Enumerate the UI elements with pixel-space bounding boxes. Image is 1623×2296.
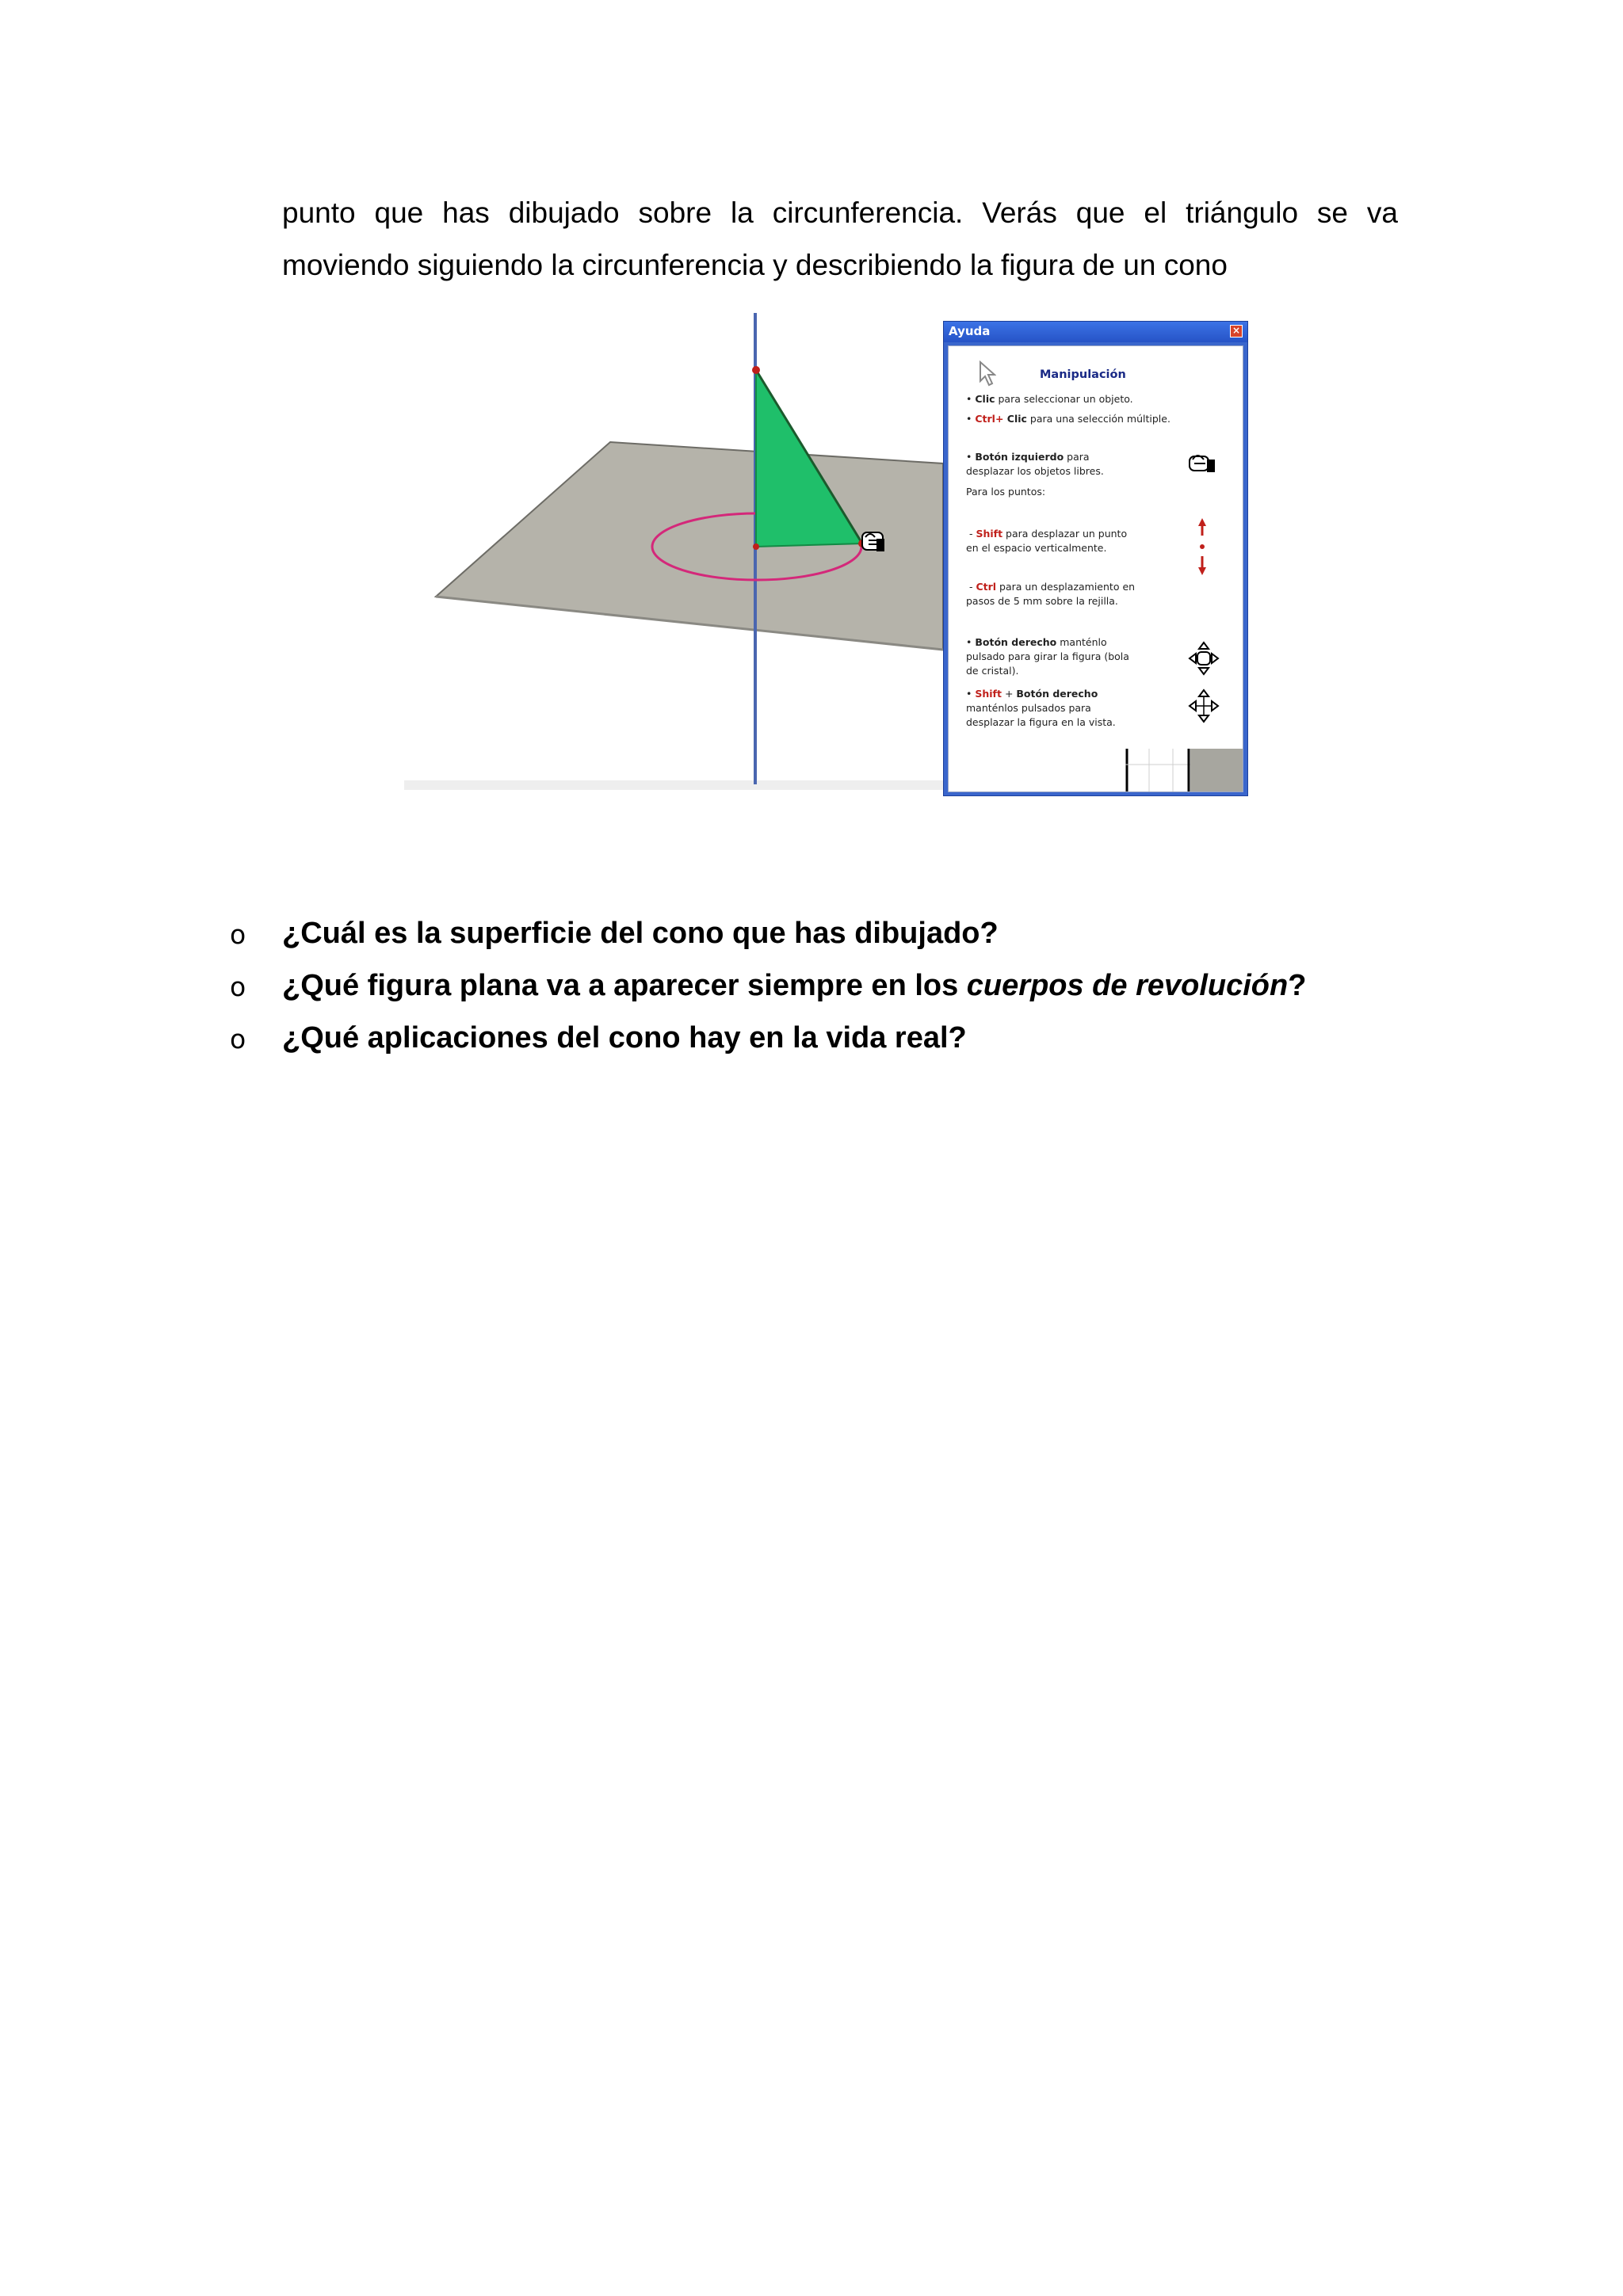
- rotate-icon: [1186, 639, 1221, 677]
- shift-key: Shift: [976, 528, 1003, 540]
- bullet-icon: o: [230, 971, 246, 1002]
- help-line-ctrl-grid: - Ctrl para un desplazamiento en pasos de 5 mm sobre la rejilla.: [966, 581, 1136, 607]
- hand-grab-icon: [1186, 452, 1218, 475]
- intro-line-1: punto que has dibujado sobre la circunferencia. Verás que el triángulo se va: [282, 196, 1398, 229]
- shift2-key: Shift: [975, 688, 1002, 700]
- shift-text1: para desplazar un punto: [1002, 528, 1128, 540]
- right-btn-key: Botón derecho: [975, 636, 1057, 648]
- right-btn-text3: de cristal).: [966, 665, 1019, 677]
- bullet-icon: o: [230, 1024, 246, 1055]
- ctrl2-text2: pasos de 5 mm sobre la rejilla.: [966, 595, 1118, 607]
- help-heading: Manipulación: [1040, 368, 1126, 381]
- question-text-italic: cuerpos de revolución: [966, 969, 1289, 1002]
- clic-key: Clic: [975, 393, 995, 405]
- ctrl-key: Ctrl+: [975, 413, 1004, 425]
- help-title: Ayuda: [949, 324, 991, 338]
- intro-line-2: moviendo siguiendo la circunferencia y describiendo la figura de un cono: [282, 249, 1228, 281]
- help-line-clic: • Clic para seleccionar un objeto.: [966, 393, 1133, 405]
- cone-figure: [404, 313, 1248, 796]
- vertical-arrows-icon: [1196, 517, 1209, 577]
- question-text: [282, 965, 1306, 1006]
- move-arrows-icon: [1188, 688, 1220, 723]
- right-btn-text2: pulsado para girar la figura (bola: [966, 650, 1129, 662]
- points-label: Para los puntos:: [966, 486, 1046, 498]
- clic-text: para seleccionar un objeto.: [995, 393, 1133, 405]
- hand-cursor-icon: [862, 532, 884, 551]
- close-icon[interactable]: ×: [1230, 325, 1243, 338]
- question-text-before: ¿Qué figura plana va a aparecer siempre en los: [282, 969, 967, 1002]
- help-line-shift: - Shift para desplazar un punto en el espacio verticalmente.: [966, 528, 1128, 554]
- question-text: ¿Cuál es la superficie del cono que has dibujado?: [282, 917, 999, 950]
- bullet-icon: o: [230, 919, 246, 950]
- shift2-plus: +: [1001, 688, 1017, 700]
- question-text-after: ?: [1288, 969, 1307, 1002]
- shift2-btn: Botón derecho: [1016, 688, 1098, 700]
- help-titlebar: [944, 322, 1247, 342]
- question-text: ¿Qué aplicaciones del cono hay en la vida real?: [282, 1021, 967, 1055]
- ctrl2-key: Ctrl: [976, 581, 997, 593]
- cursor-arrow-icon: [979, 360, 996, 387]
- shift-text2: en el espacio verticalmente.: [966, 542, 1107, 554]
- left-btn-text1: para: [1064, 451, 1090, 463]
- left-btn-key: Botón izquierdo: [975, 451, 1064, 463]
- ctrl2-text1: para un desplazamiento en: [996, 581, 1136, 593]
- help-body: [948, 345, 1243, 792]
- shift2-text2: desplazar la figura en la vista.: [966, 716, 1116, 728]
- apex-point[interactable]: [752, 366, 760, 374]
- left-btn-text2: desplazar los objetos libres.: [966, 465, 1104, 477]
- help-line-shift-right: • Shift + Botón derecho manténlos pulsados para desplazar la figura en la vista.: [966, 688, 1116, 728]
- intro-paragraph: [282, 187, 1398, 292]
- help-line-ctrl: • Ctrl+ Clic para una selección múltiple.: [966, 413, 1170, 425]
- right-btn-text1: manténlo: [1056, 636, 1107, 648]
- help-line-left-button: • Botón izquierdo para desplazar los objetos libres.: [966, 451, 1104, 477]
- grid-thumbnail: [1125, 749, 1243, 791]
- center-point[interactable]: [753, 543, 759, 550]
- scene-3d: [404, 313, 959, 796]
- ctrl-text: para una selección múltiple.: [1026, 413, 1170, 425]
- shift2-text1: manténlos pulsados para: [966, 702, 1091, 714]
- help-line-right-button: • Botón derecho manténlo pulsado para girar la figura (bola de cristal).: [966, 636, 1129, 677]
- help-window: [943, 321, 1248, 796]
- ctrl-clic: Clic: [1003, 413, 1027, 425]
- scene-bottom-shadow: [404, 780, 959, 790]
